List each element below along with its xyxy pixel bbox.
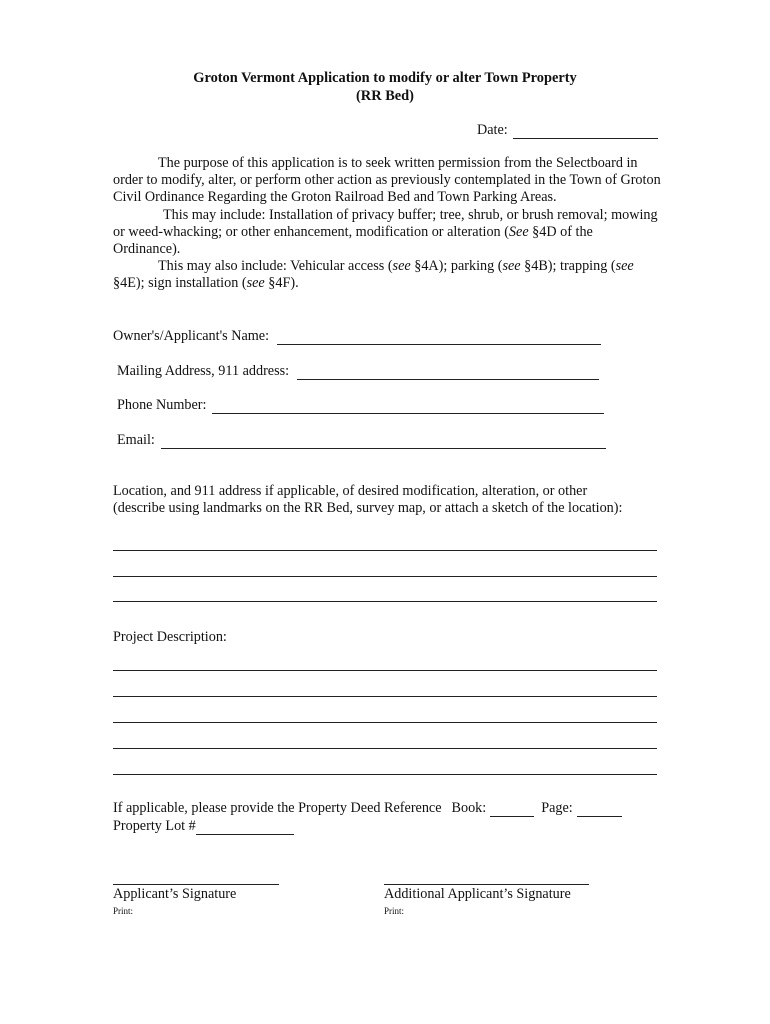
page-input-line[interactable] <box>577 802 622 817</box>
location-prompt-line-2: (describe using landmarks on the RR Bed, survey map, or attach a sketch of the location): <box>113 500 623 516</box>
project-description-label: Project Description: <box>113 629 227 645</box>
property-lot-row <box>113 818 294 835</box>
phone-number-input-line[interactable] <box>212 399 604 414</box>
intro-text <box>113 155 661 293</box>
project-input-line-4[interactable] <box>113 748 657 749</box>
book-label: Book: <box>451 800 487 816</box>
phone-number-field <box>117 397 604 414</box>
document-title: Groton Vermont Application to modify or alter Town Property <box>193 70 577 86</box>
phone-number-label: Phone Number: <box>117 397 207 413</box>
document-subtitle: (RR Bed) <box>356 88 414 104</box>
owner-name-input-line[interactable] <box>277 330 601 345</box>
deed-reference-row <box>113 800 622 817</box>
applicant-signature-line[interactable] <box>113 884 279 885</box>
applicant-signature-label: Applicant’s Signature <box>113 886 237 902</box>
email-input-line[interactable] <box>161 434 606 449</box>
location-input-line-3[interactable] <box>113 601 657 602</box>
project-input-line-3[interactable] <box>113 722 657 723</box>
additional-applicant-signature-line[interactable] <box>384 884 589 885</box>
additional-applicant-print-label: Print: <box>384 906 405 916</box>
applicant-print-label: Print: <box>113 906 134 916</box>
email-field <box>117 432 606 449</box>
date-input-line[interactable] <box>513 124 658 139</box>
intro-paragraph-1: The purpose of this application is to seek written permission from the Selectboard in order to modify, alter, or perform other action as previously contemplated in the Town of Groton Civil Ordinance Regarding the Groton Railroad Bed and Town Parking Areas. <box>113 155 661 206</box>
project-input-line-1[interactable] <box>113 670 657 671</box>
owner-name-label: Owner's/Applicant's Name: <box>113 328 270 344</box>
email-label: Email: <box>117 432 155 448</box>
date-field <box>477 122 658 139</box>
book-input-line[interactable] <box>490 802 534 817</box>
deed-reference-text: If applicable, please provide the Property Deed Reference <box>113 800 442 816</box>
location-prompt-line-1: Location, and 911 address if applicable, of desired modification, alteration, or other <box>113 483 588 499</box>
mailing-address-input-line[interactable] <box>297 365 599 380</box>
property-lot-label: Property Lot # <box>113 818 196 834</box>
mailing-address-label: Mailing Address, 911 address: <box>117 363 290 379</box>
date-label: Date: <box>477 122 508 138</box>
mailing-address-field <box>117 363 599 380</box>
intro-paragraph-3: This may also include: Vehicular access (see §4A); parking (see §4B); trapping (see §4E); sign installation (see §4F). <box>113 258 634 292</box>
page-label: Page: <box>541 800 573 816</box>
location-input-line-1[interactable] <box>113 550 657 551</box>
property-lot-input-line[interactable] <box>196 820 294 835</box>
project-input-line-5[interactable] <box>113 774 657 775</box>
project-input-line-2[interactable] <box>113 696 657 697</box>
additional-applicant-signature-label: Additional Applicant’s Signature <box>384 886 571 902</box>
location-input-line-2[interactable] <box>113 576 657 577</box>
owner-name-field <box>113 328 601 345</box>
intro-paragraph-2: This may include: Installation of privacy buffer; tree, shrub, or brush removal; mowing or weed-whacking; or other enhancement, modification or alteration (See §4D of the Ordinance). <box>113 206 658 258</box>
